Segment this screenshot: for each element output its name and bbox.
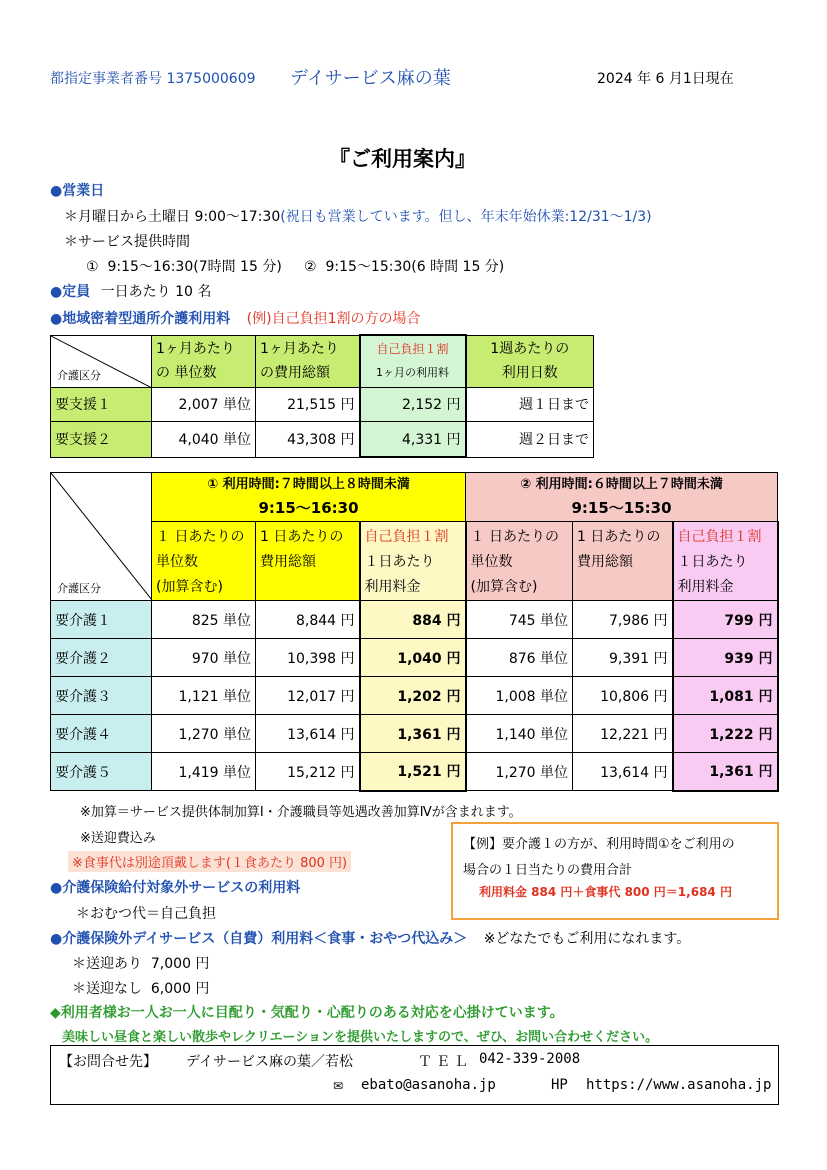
- support-row-units: 2,007 単位: [152, 387, 256, 421]
- table-row: [51, 677, 778, 715]
- table-row: [51, 715, 778, 753]
- table-row: [51, 387, 594, 421]
- fee-heading: ●地域密着型通所介護利用料: [50, 311, 231, 327]
- service-time-options: ① 9:15～16:30(7時間 15 分) ② 9:15～15:30(6 時間 15 分): [86, 259, 505, 275]
- support-row-total: 43,308 円: [256, 421, 360, 457]
- contact-name: デイサービス麻の葉／若松: [186, 1054, 354, 1070]
- support-corner-label: 介護区分: [57, 368, 101, 382]
- plan2-col-self: [673, 522, 778, 601]
- private-without-transport: ＊送迎なし 6,000 円: [72, 981, 210, 997]
- care-row-t2: 10,806 円: [573, 677, 673, 715]
- mail-icon: ✉: [333, 1079, 344, 1093]
- support-row-name: 要支援１: [51, 387, 152, 421]
- plan1-col-units-a: １ 日あたりの: [156, 529, 245, 545]
- hours-weekdays: ＊月曜日から土曜日 9:00～17:30: [64, 209, 281, 225]
- care-row-s1: 1,202 円: [360, 677, 466, 715]
- care-row-u1: 1,270 単位: [152, 715, 256, 753]
- care-row-s2: 939 円: [673, 639, 778, 677]
- contact-hp-label: HP: [551, 1077, 568, 1093]
- care-fee-table: [50, 472, 779, 792]
- care-row-t1: 12,017 円: [256, 677, 360, 715]
- issue-date: 2024 年 6 月1日現在: [597, 71, 734, 87]
- contact-box: [50, 1045, 779, 1105]
- care-row-name: 要介護５: [51, 753, 152, 791]
- support-col-self-b: 1ヶ月の利用料: [376, 366, 449, 380]
- example-line2: 場合の１日当たりの費用合計: [463, 863, 633, 878]
- support-row-total: 21,515 円: [256, 387, 360, 421]
- contact-label: 【お問合せ先】: [59, 1054, 157, 1070]
- message-line2: 美味しい昼食と楽しい散歩やレクリエーションを提供いたしますので、ぜひ、お問い合わせください。: [62, 1030, 659, 1045]
- plan2-header: [466, 473, 778, 522]
- care-row-s2: 1,222 円: [673, 715, 778, 753]
- private-heading: ●介護保険外デイサービス（自費）利用料＜食事・おやつ代込み＞: [50, 931, 468, 947]
- support-corner: [51, 335, 152, 387]
- plan1-col-self: [360, 522, 466, 601]
- support-row-self: 4,331 円: [360, 421, 466, 457]
- care-row-s1: 1,040 円: [360, 639, 466, 677]
- support-col-total-b: の費用総額: [260, 365, 330, 381]
- plan1-col-total-a: 1 日あたりの: [260, 529, 344, 545]
- care-row-name: 要介護４: [51, 715, 152, 753]
- plan1-header: [152, 473, 466, 522]
- example-box: [451, 822, 779, 920]
- care-row-u1: 1,121 単位: [152, 677, 256, 715]
- care-row-name: 要介護２: [51, 639, 152, 677]
- plan2-col-total-b: 費用総額: [577, 554, 633, 570]
- table-row: [51, 421, 594, 457]
- contact-email[interactable]: ebato@asanoha.jp: [361, 1077, 496, 1093]
- plan2-col-total-a: 1 日あたりの: [577, 529, 661, 545]
- care-row-s2: 1,361 円: [673, 753, 778, 791]
- care-row-u2: 876 単位: [466, 639, 573, 677]
- plan1-col-units: [152, 522, 256, 601]
- support-col-units-a: 1ヶ月あたり: [156, 341, 235, 357]
- care-row-t1: 8,844 円: [256, 601, 360, 639]
- care-row-t1: 15,212 円: [256, 753, 360, 791]
- capacity-heading: ●定員: [50, 284, 91, 300]
- care-row-u2: 1,008 単位: [466, 677, 573, 715]
- care-row-s1: 884 円: [360, 601, 466, 639]
- note-additions: ※加算＝サービス提供体制加算Ⅰ・介護職員等処遇改善加算Ⅳが含まれます。: [80, 805, 522, 820]
- support-row-days: 週２日まで: [466, 421, 594, 457]
- example-line1: 【例】要介護１の方が、利用時間①をご利用の: [463, 837, 735, 852]
- support-col-days: [466, 335, 594, 387]
- plan2-col-units: [466, 522, 573, 601]
- support-row-self: 2,152 円: [360, 387, 466, 421]
- fee-heading-row: [50, 308, 421, 328]
- care-row-name: 要介護１: [51, 601, 152, 639]
- care-row-t1: 10,398 円: [256, 639, 360, 677]
- care-row-s2: 1,081 円: [673, 677, 778, 715]
- support-col-total-a: 1ヶ月あたり: [260, 341, 339, 357]
- care-row-u1: 825 単位: [152, 601, 256, 639]
- care-row-s1: 1,521 円: [360, 753, 466, 791]
- care-row-s2: 799 円: [673, 601, 778, 639]
- table-row: [51, 639, 778, 677]
- plan2-col-total: [573, 522, 673, 601]
- plan2-col-units-a: １ 日あたりの: [470, 529, 559, 545]
- note-transport: ※送迎費込み: [80, 831, 156, 846]
- message-line1: ◆利用者様お一人お一人に目配り・気配り・心配りのある対応を心掛けています。: [50, 1005, 564, 1021]
- plan1-col-self-a: 自己負担１割: [364, 529, 449, 545]
- plan1-hours: 9:15～16:30: [258, 499, 359, 517]
- plan2-col-self-a: 自己負担１割: [677, 529, 762, 545]
- support-fee-table: [50, 334, 594, 458]
- plan1-col-total: [256, 522, 360, 601]
- care-row-s1: 1,361 円: [360, 715, 466, 753]
- plan1-col-units-b: 単位数: [156, 554, 198, 570]
- plan1-col-self-b: １日あたり: [364, 554, 435, 570]
- hours-heading: ●営業日: [50, 183, 105, 199]
- care-row-u2: 745 単位: [466, 601, 573, 639]
- support-col-days-b: 利用日数: [501, 365, 558, 381]
- contact-hp-url[interactable]: https://www.asanoha.jp: [586, 1077, 772, 1093]
- capacity: [50, 281, 211, 301]
- note-meal: ※食事代は別途頂戴します(１食あたり 800 円): [68, 851, 351, 872]
- page-title: 『ご利用案内』: [329, 147, 476, 171]
- support-col-self: [360, 335, 466, 387]
- plan2-hours: 9:15～15:30: [571, 499, 672, 517]
- care-corner-label: 介護区分: [57, 582, 101, 595]
- support-row-name: 要支援２: [51, 421, 152, 457]
- support-row-units: 4,040 単位: [152, 421, 256, 457]
- outside-heading: ●介護保険給付対象外サービスの利用料: [50, 880, 301, 896]
- table-row: [51, 601, 778, 639]
- care-corner: [51, 473, 152, 601]
- care-row-u1: 970 単位: [152, 639, 256, 677]
- care-row-u1: 1,419 単位: [152, 753, 256, 791]
- private-note: ※どなたでもご利用になれます。: [483, 931, 691, 947]
- plan1-col-self-c: 利用料金: [364, 579, 421, 595]
- plan2-col-self-b: １日あたり: [677, 554, 748, 570]
- support-col-days-a: 1週あたりの: [490, 341, 570, 357]
- facility-name: デイサービス麻の葉: [290, 68, 451, 89]
- care-row-t2: 12,221 円: [573, 715, 673, 753]
- care-row-u2: 1,140 単位: [466, 715, 573, 753]
- private-heading-row: [50, 928, 690, 948]
- contact-tel-label: ＴＥＬ: [418, 1054, 472, 1070]
- service-time-label: ＊サービス提供時間: [64, 234, 190, 250]
- plan1-time-range: ① 利用時間:７時間以上８時間未満: [207, 477, 410, 492]
- support-col-self-a: 自己負担１割: [376, 342, 449, 357]
- plan2-time-range: ② 利用時間:６時間以上７時間未満: [520, 477, 723, 492]
- plan1-col-total-b: 費用総額: [260, 554, 316, 570]
- plan1-col-units-c: (加算含む): [156, 579, 223, 595]
- hours-line1: [64, 206, 652, 226]
- plan2-col-units-c: (加算含む): [470, 579, 538, 595]
- care-row-t1: 13,614 円: [256, 715, 360, 753]
- capacity-text: 一日あたり 10 名: [100, 284, 212, 300]
- care-row-u2: 1,270 単位: [466, 753, 573, 791]
- fee-note: (例)自己負担1割の方の場合: [246, 311, 421, 327]
- plan2-col-units-b: 単位数: [470, 554, 513, 570]
- outside-text: ＊おむつ代＝自己負担: [76, 906, 216, 922]
- hours-holiday-note: (祝日も営業しています。但し、年末年始休業:12/31～1/3): [280, 209, 652, 225]
- care-row-t2: 7,986 円: [573, 601, 673, 639]
- support-col-units: [152, 335, 256, 387]
- contact-tel[interactable]: 042-339-2008: [479, 1051, 581, 1067]
- care-row-t2: 9,391 円: [573, 639, 673, 677]
- support-row-days: 週１日まで: [466, 387, 594, 421]
- care-row-t2: 13,614 円: [573, 753, 673, 791]
- private-with-transport: ＊送迎あり 7,000 円: [72, 956, 210, 972]
- table-row: [51, 753, 778, 791]
- care-row-name: 要介護３: [51, 677, 152, 715]
- plan2-col-self-c: 利用料金: [677, 579, 734, 595]
- support-col-total: [256, 335, 360, 387]
- example-total: 利用料金 884 円＋食事代 800 円＝1,684 円: [479, 885, 732, 899]
- registration-number: 都指定事業者番号 1375000609: [50, 71, 256, 87]
- support-col-units-b: の 単位数: [156, 365, 217, 381]
